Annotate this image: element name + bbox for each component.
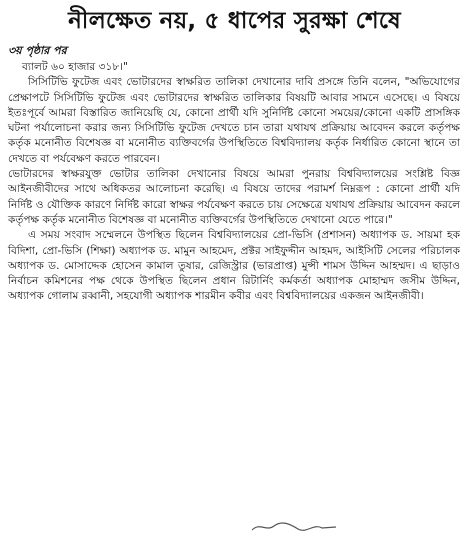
article-paragraph: ব্যালট ৬০ হাজার ৩১৮।" [22,61,128,73]
article-paragraph: এ সময় সংবাদ সম্মেলনে উপস্থিত ছিলেন বিশ্ববিদ্যালয়ের প্রো-ভিসি (প্রশাসন) অধ্যাপক ড. সায়মা হক বিদিশা, প্রো-ভিসি (শিক্ষা) অধ্যাপক ড. মামুন আহমেদ, প্রক্টর সাইফুদ্দীন আহমদ, আইসিটি সেলের পরিচালক অধ্যাপক ড. মোসাদ্দেক হোসেন কামাল তুষার, রেজিস্ট্রার (ভারপ্রাপ্ত) মুন্সী শামস উদ্দিন আহম্মদ। এ ছাড়াও নির্বাচন কমিশনের পক্ষ থেকে উপস্থিত ছিলেন প্রধান রিটার্নিং কর্মকর্তা অধ্যাপক মোহাম্মদ জসীম উদ্দিন, অধ্যাপক গোলাম রব্বানী, সহযোগী অধ্যাপক শারমীন কবীর এবং বিশ্ববিদ্যালয়ের একজন আইনজীবী। [8,229,460,303]
article-paragraph: সিসিটিভি ফুটেজ এবং ভোটারদের স্বাক্ষরিত তালিকা দেখানোর দাবি প্রসঙ্গে তিনি বলেন, "অভিযোগের প্রেক্ষাপটে সিসিটিভি ফুটেজ এবং ভোটারদের স্বাক্ষরিত তালিকার বিষয়টি আবার সামনে এসেছে। এ বিষয়ে ইতঃপূর্বে আমরা বিস্তারিত জানিয়েছি যে, কোনো প্রার্থী যদি সুনির্দিষ্ট কোনো সময়ের/কোনো একটি প্রাসঙ্গিক ঘটনা পর্যালোচনা করার জন্য সিসিটিভি ফুটেজ দেখতে চান তারা যথাযথ প্রক্রিয়ায় আবেদন করলে কর্তৃপক্ষ কর্তৃক মনোনীত বিশেষজ্ঞ বা মনোনীত ব্যক্তিবর্গের উপস্থিতিতে বিশ্ববিদ্যালয় কর্তৃক নির্ধারিত কোনো স্থানে তা দেখতে বা পর্যবেক্ষণ করতে পারবেন। [8,76,460,165]
article-body [8,60,460,305]
headline: নীলক্ষেত নয়, ৫ ধাপের সুরক্ষা শেষে [68,8,401,34]
article-paragraph: ভোটারদের স্বাক্ষরযুক্ত ভোটার তালিকা দেখানোর বিষয়ে আমরা পুনরায় বিশ্ববিদ্যালয়ের সংশ্লিষ্ট বিজ্ঞ আইনজীবীদের সাথে অধিকতর আলোচনা করেছি। এ বিষয়ে তাদের পরামর্শ নিম্নরূপ : কোনো প্রার্থী যদি নির্দিষ্ট ও যৌক্তিক কারণে নির্দিষ্ট কারো স্বাক্ষর পর্যবেক্ষণ করতে চায় সেক্ষেত্রে যথাযথ প্রক্রিয়ায় আবেদন করলে কর্তৃপক্ষ কর্তৃক মনোনীত বিশেষজ্ঞ বা মনোনীত ব্যক্তিবর্গের উপস্থিতিতে দেখানো যেতে পারে।" [8,168,460,226]
signature-mark [250,520,340,534]
continued-from-label: ৩য় পৃষ্ঠার পর [8,44,67,57]
